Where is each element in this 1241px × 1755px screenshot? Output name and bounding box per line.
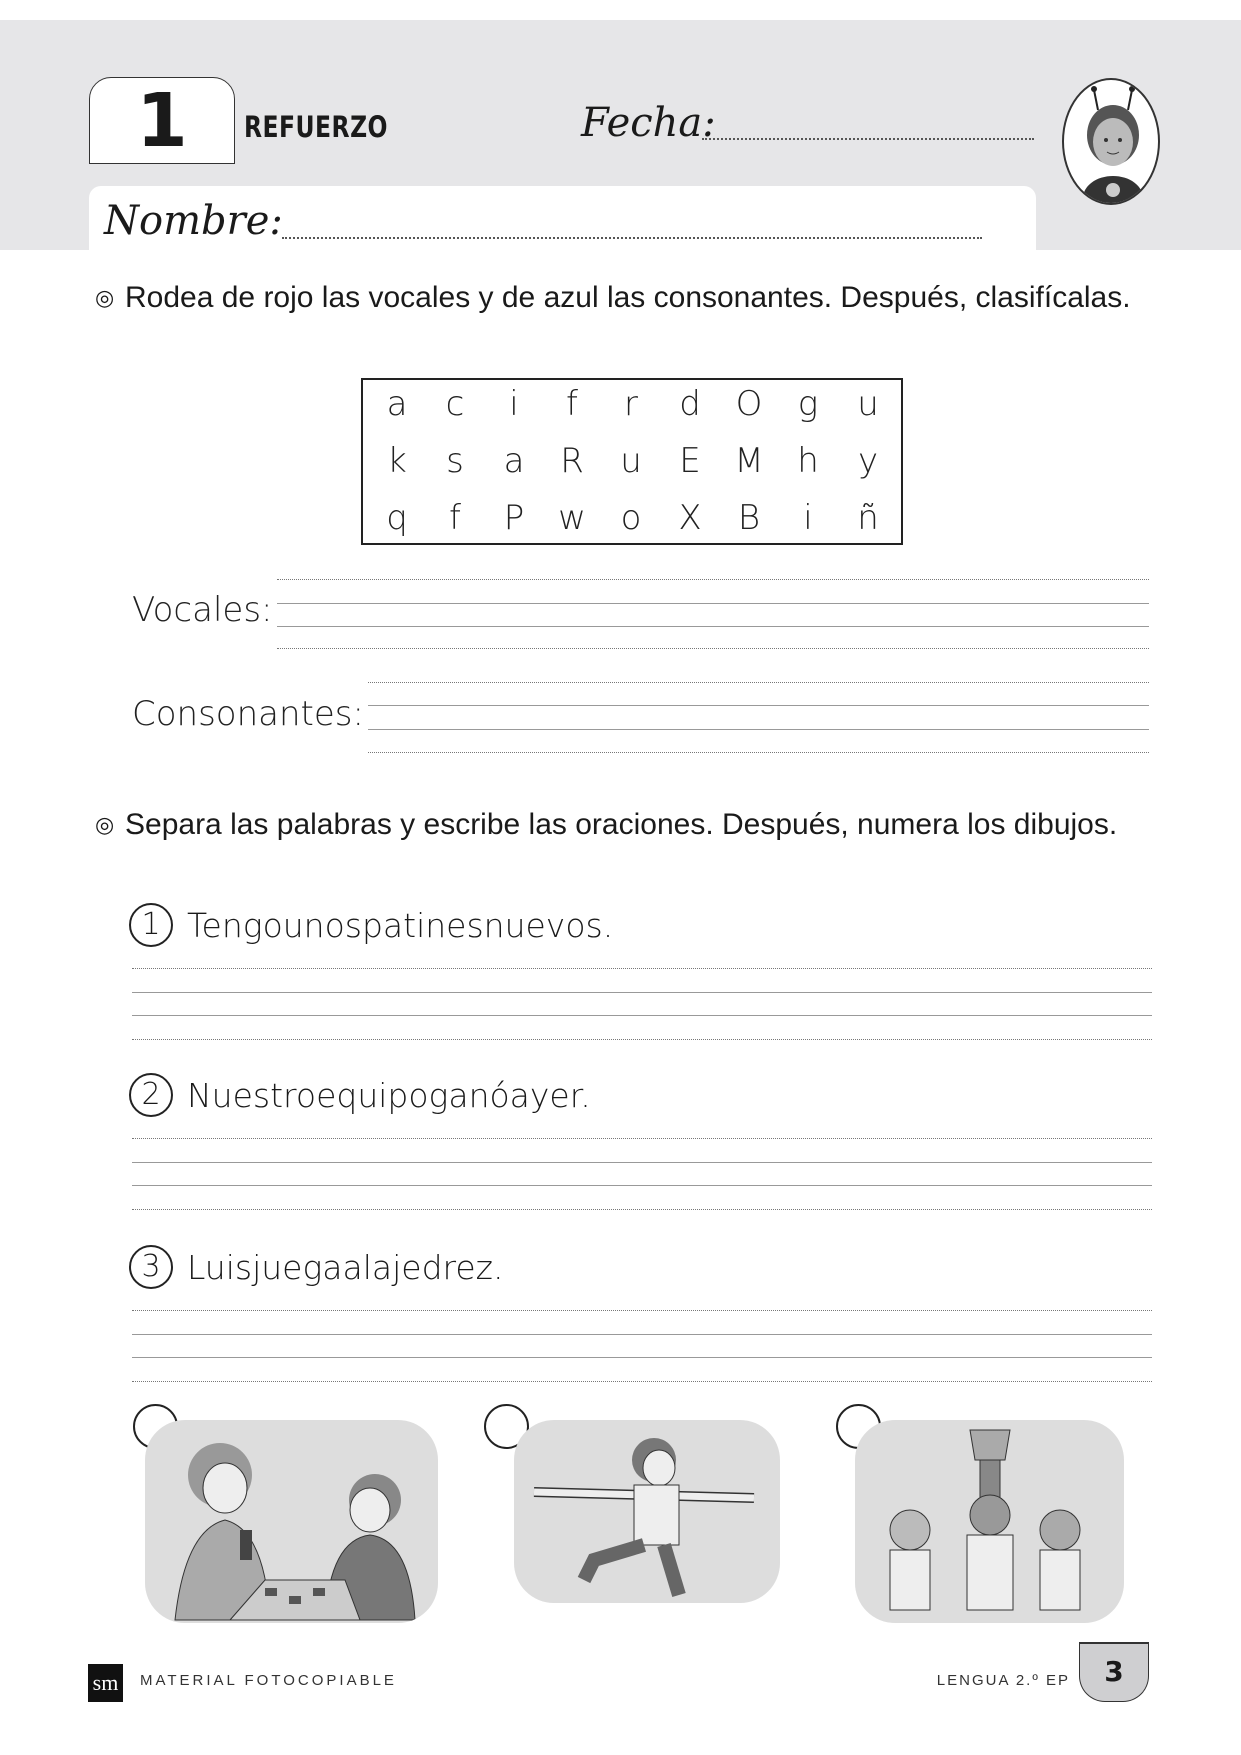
grid-letter[interactable]: a [386, 384, 408, 424]
item-number: 3 [129, 1245, 173, 1289]
writing-line[interactable] [132, 968, 1152, 969]
skater-illustration [514, 1420, 780, 1603]
date-label: Fecha: [581, 100, 716, 146]
worksheet-tag: REFUERZO [244, 110, 388, 144]
writing-line[interactable] [132, 1162, 1152, 1163]
writing-line[interactable] [132, 1357, 1152, 1358]
writing-line[interactable] [277, 603, 1149, 604]
grid-letter[interactable]: g [797, 384, 819, 424]
writing-line[interactable] [277, 579, 1149, 580]
writing-line[interactable] [132, 1039, 1152, 1040]
exercise1-instruction [95, 279, 1175, 317]
grid-letter[interactable]: O [735, 384, 763, 424]
sentence-item [129, 903, 613, 947]
sentence-item [129, 1073, 591, 1117]
writing-line[interactable] [132, 1185, 1152, 1186]
item-text: Nuestroequipoganóayer. [187, 1075, 591, 1115]
bullet-icon: ◎ [95, 812, 115, 837]
grid-letter[interactable]: a [503, 441, 525, 481]
writing-line[interactable] [277, 626, 1149, 627]
grid-letter[interactable]: o [620, 498, 642, 538]
item-text: Luisjuegaalajedrez. [187, 1247, 504, 1287]
name-field[interactable] [282, 237, 982, 239]
unit-number: 1 [89, 77, 235, 164]
publisher-logo: sm [88, 1664, 123, 1702]
grid-letter[interactable]: f [449, 498, 461, 538]
grid-letter[interactable]: E [679, 441, 701, 481]
writing-line[interactable] [132, 1015, 1152, 1016]
grid-letter[interactable]: r [624, 384, 638, 424]
grid-letter[interactable]: y [857, 441, 879, 481]
letter-grid [361, 378, 903, 545]
writing-line[interactable] [132, 992, 1152, 993]
name-label: Nombre: [104, 198, 283, 244]
item-number: 1 [129, 903, 173, 947]
grid-letter[interactable]: i [509, 384, 519, 424]
writing-line[interactable] [132, 1138, 1152, 1139]
footer-left-text: MATERIAL FOTOCOPIABLE [140, 1672, 397, 1689]
item-text: Tengounospatinesnuevos. [187, 905, 614, 945]
consonants-label: Consonantes: [132, 694, 364, 734]
trophy-illustration [855, 1420, 1124, 1623]
item-number: 2 [129, 1073, 173, 1117]
writing-line[interactable] [368, 729, 1149, 730]
exercise2-instruction [95, 806, 1175, 844]
grid-letter[interactable]: d [679, 384, 701, 424]
instruction-text: Rodea de rojo las vocales y de azul las consonantes. Después, clasifícalas. [125, 281, 1131, 314]
page-number: 3 [1079, 1642, 1149, 1702]
writing-line[interactable] [368, 705, 1149, 706]
grid-letter[interactable]: X [678, 498, 702, 538]
writing-line[interactable] [132, 1381, 1152, 1382]
grid-letter[interactable]: f [566, 384, 578, 424]
grid-letter[interactable]: M [734, 441, 764, 481]
grid-letter[interactable]: u [620, 441, 642, 481]
grid-letter[interactable]: q [386, 498, 408, 538]
grid-letter[interactable]: w [558, 498, 586, 538]
bullet-icon: ◎ [95, 285, 115, 310]
instruction-text: Separa las palabras y escribe las oraciones. Después, numera los dibujos. [125, 808, 1118, 841]
grid-letter[interactable]: h [797, 441, 819, 481]
sentence-item [129, 1245, 503, 1289]
date-field[interactable] [702, 138, 1034, 140]
writing-line[interactable] [368, 682, 1149, 683]
chess-illustration [145, 1420, 438, 1623]
writing-line[interactable] [132, 1209, 1152, 1210]
grid-letter[interactable]: ñ [857, 498, 879, 538]
grid-letter[interactable]: c [445, 384, 465, 424]
grid-letter[interactable]: u [857, 384, 879, 424]
character-avatar [1062, 78, 1160, 205]
grid-letter[interactable]: s [446, 441, 464, 481]
grid-letter[interactable]: B [737, 498, 761, 538]
grid-letter[interactable]: P [503, 498, 525, 538]
writing-line[interactable] [368, 752, 1149, 753]
writing-line[interactable] [277, 648, 1149, 649]
grid-letter[interactable]: R [560, 441, 584, 481]
grid-letter[interactable]: k [387, 441, 407, 481]
writing-line[interactable] [132, 1334, 1152, 1335]
grid-letter[interactable]: i [803, 498, 813, 538]
vowels-label: Vocales: [132, 590, 273, 630]
writing-line[interactable] [132, 1310, 1152, 1311]
footer-right-text: LENGUA 2.º EP [936, 1672, 1070, 1689]
